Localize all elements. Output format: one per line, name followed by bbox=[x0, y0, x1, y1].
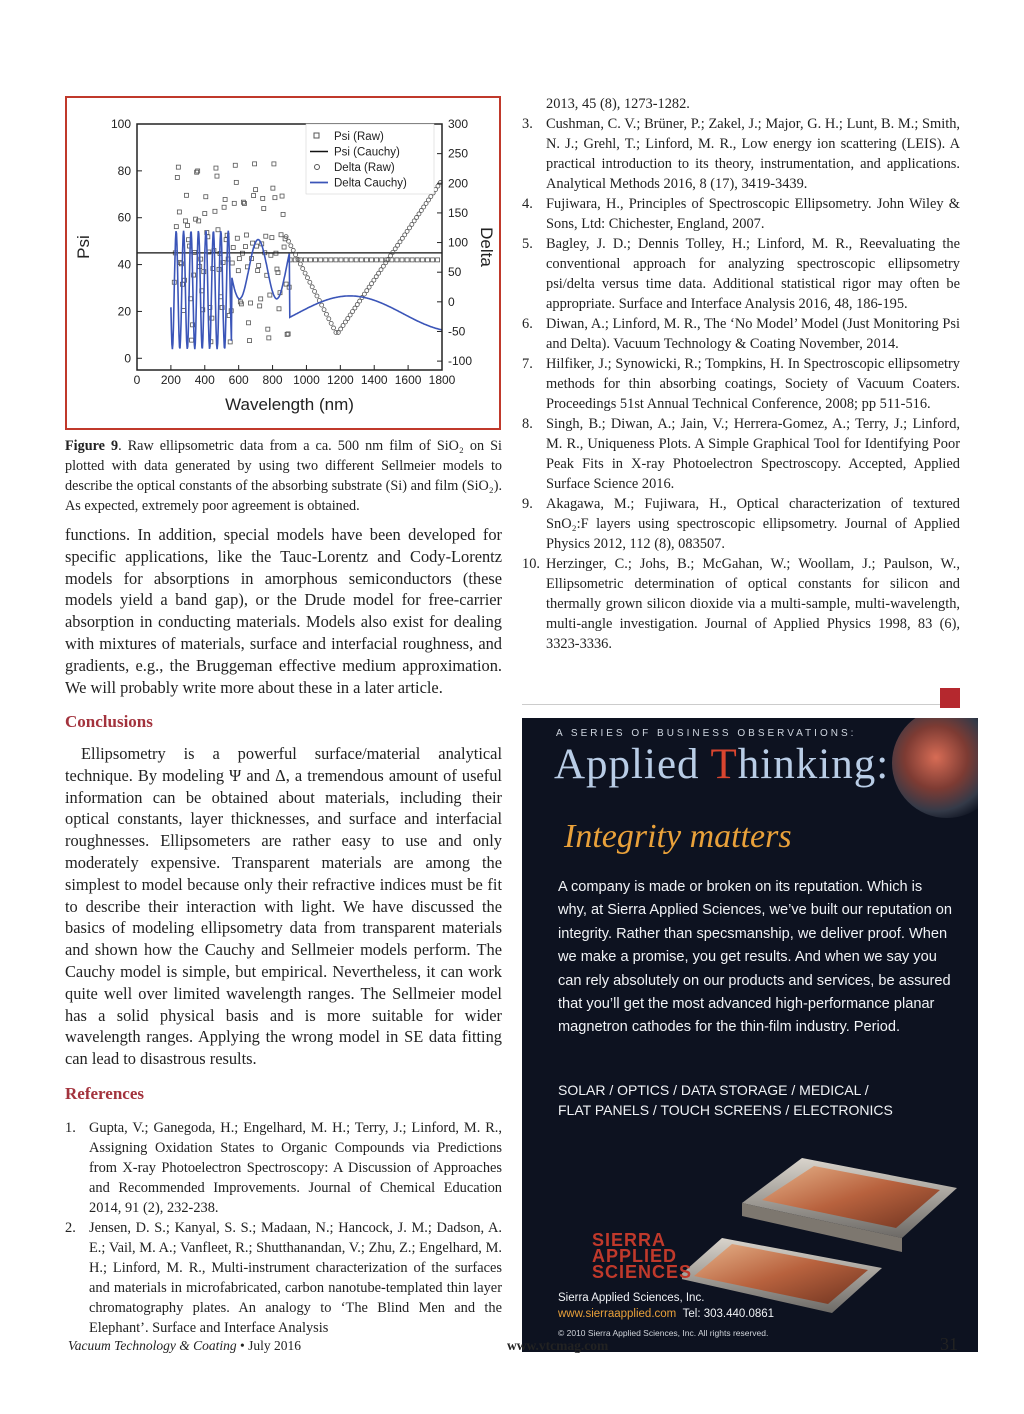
psi-raw-point bbox=[420, 258, 424, 262]
y2-tick-label: 150 bbox=[448, 205, 469, 220]
psi-raw-point bbox=[329, 258, 333, 262]
x-tick-label: 1800 bbox=[428, 373, 456, 387]
psi-raw-point bbox=[258, 304, 262, 308]
legend-label: Psi (Raw) bbox=[334, 131, 384, 143]
psi-raw-point bbox=[177, 210, 181, 214]
x-tick-label: 1600 bbox=[394, 373, 422, 387]
y-tick-label: 0 bbox=[124, 351, 131, 366]
conclusions-heading: Conclusions bbox=[65, 712, 153, 731]
psi-raw-point bbox=[254, 188, 258, 192]
delta-raw-point bbox=[310, 285, 314, 289]
article-end-rule bbox=[522, 704, 940, 705]
psi-raw-point bbox=[303, 258, 307, 262]
psi-raw-point bbox=[270, 236, 274, 240]
psi-raw-point bbox=[222, 205, 226, 209]
psi-raw-point bbox=[380, 258, 384, 262]
y-axis-label: Psi bbox=[74, 235, 93, 259]
psi-raw-point bbox=[267, 336, 271, 340]
sierra-applied-sciences-ad[interactable] bbox=[522, 718, 978, 1352]
psi-raw-point bbox=[257, 263, 261, 267]
delta-raw-point bbox=[313, 289, 317, 293]
x-tick-label: 200 bbox=[160, 373, 181, 387]
psi-raw-point bbox=[235, 236, 239, 240]
x-tick-label: 1000 bbox=[293, 373, 320, 387]
x-axis-label: Wavelength (nm) bbox=[225, 395, 354, 414]
ad-body-text: A company is made or broken on its reputation. Which is why, at Sierra Applied Sciences, we’ve built our reputation on integrity. Rather than specsmanship, we deliver proof. When we make a promise, you get results. And when we say you can rely absolutely on our products and services, be assured that you’ll get the most advanced high-performance planar magnetron cathodes for the thin-film industry. Period. bbox=[558, 879, 952, 1036]
references-heading: References bbox=[65, 1084, 144, 1103]
psi-raw-point bbox=[175, 175, 179, 179]
y2-tick-label: 50 bbox=[448, 265, 462, 280]
psi-raw-point bbox=[309, 258, 313, 262]
psi-raw-point bbox=[216, 228, 220, 232]
delta-raw-point bbox=[291, 248, 295, 252]
psi-raw-point bbox=[405, 258, 409, 262]
psi-raw-point bbox=[183, 219, 187, 223]
psi-raw-point bbox=[354, 258, 358, 262]
reference-item: 8. Singh, B.; Diwan, A.; Jain, V.; Herrera-Gomez, A.; Terry, J.; Linford, M. R., Uniqueness Plots. A Simple Graphical Tool for Identifying Poor Peak Fits in X-ray Photoelectron Spectroscopy. Accepted, Applied Surface Science 2016. bbox=[522, 416, 960, 492]
references-list-left bbox=[65, 1118, 502, 1338]
psi-raw-point bbox=[282, 245, 286, 249]
psi-raw-point bbox=[236, 269, 240, 273]
psi-raw-point bbox=[277, 307, 281, 311]
psi-raw-point bbox=[436, 258, 440, 262]
figure-caption-text: . Raw ellipsometric data from a ca. 500 nm film of SiO₂ on Si plotted with data generated by using two different Sellmeier models to describe the optical constants of the absorbing substrate (Si) and film (SiO₂). As expected, extremely poor agreement is obtained. bbox=[65, 438, 503, 514]
article-end-marker bbox=[940, 688, 960, 708]
psi-raw-point bbox=[233, 163, 237, 167]
y2-tick-label: 200 bbox=[448, 176, 469, 191]
psi-raw-point bbox=[314, 258, 318, 262]
psi-raw-point bbox=[375, 258, 379, 262]
psi-raw-point bbox=[241, 200, 245, 204]
delta-raw-point bbox=[308, 280, 312, 284]
x-tick-label: 600 bbox=[228, 373, 249, 387]
psi-raw-point bbox=[234, 180, 238, 184]
psi-raw-point bbox=[249, 301, 253, 305]
psi-raw-point bbox=[195, 170, 199, 174]
psi-raw-point bbox=[431, 258, 435, 262]
psi-raw-point bbox=[213, 209, 217, 213]
y2-tick-label: -100 bbox=[448, 354, 473, 369]
psi-raw-point bbox=[319, 258, 323, 262]
delta-raw-point bbox=[303, 271, 307, 275]
psi-raw-point bbox=[364, 258, 368, 262]
y2-tick-label: 250 bbox=[448, 146, 469, 161]
figure-label: Figure 9 bbox=[65, 438, 119, 454]
delta-raw-point bbox=[298, 262, 302, 266]
psi-raw-point bbox=[334, 258, 338, 262]
psi-raw-point bbox=[203, 212, 207, 216]
psi-raw-point bbox=[190, 338, 194, 342]
psi-raw-point bbox=[252, 194, 256, 198]
delta-raw-point bbox=[329, 321, 333, 325]
ad-series-label: A SERIES OF BUSINESS OBSERVATIONS: bbox=[556, 728, 857, 739]
reference-item: 5. Bagley, J. D.; Dennis Tolley, H.; Linford, M. R., Reevaluating the conventional approach for analyzing spectroscopic ellipsometry psi/delta versus time data. Additional statistical rigor may often be appropriate. Surface and Interface Analysis 2016, 48, 186-195. bbox=[522, 236, 960, 312]
psi-raw-point bbox=[390, 258, 394, 262]
body-paragraph-1: functions. In addition, special models have been developed for specific applications, like the Tauc-Lorentz and Cody-Lorentz models for absorptions in amorphous semiconductors (these models yield a band gap), or the Drude model for free-carrier absorption in conducting materials. Models also exist for dealing with mixtures of materials, surface and interfacial roughness, and gradients, e.g., the Bruggeman effective medium approximation. We will probably write more about these in a later article. bbox=[65, 525, 502, 697]
legend-label: Delta (Raw) bbox=[334, 162, 395, 174]
page-number: 31 bbox=[940, 1334, 958, 1354]
reference-item: 7. Hilfiker, J.; Synowicki, R.; Tompkins, H. In Spectroscopic ellipsometry methods for thin absorbing coatings, Society of Vacuum Coaters. Proceedings 51st Annual Technical Conference, 2008; pp 511-516. bbox=[522, 356, 960, 412]
psi-raw-point bbox=[264, 234, 268, 238]
psi-raw-point bbox=[214, 166, 218, 170]
reference-item: 4. Fujiwara, H., Principles of Spectroscopic Ellipsometry. John Wiley & Sons, Ltd: Chichester, England, 2007. bbox=[522, 196, 960, 232]
ad-subtitle: Integrity matters bbox=[564, 818, 792, 855]
x-tick-label: 1200 bbox=[326, 373, 354, 387]
psi-raw-point bbox=[324, 258, 328, 262]
reference-item: 1. Gupta, V.; Ganegoda, H.; Engelhard, M. H.; Terry, J.; Linford, M. R., Assigning Oxidation States to Organic Compounds via Predictions from X-ray Photoelectron Spectroscopy: A Discussion of Approaches and Recommended Improvements. Journal of Chemical Education 2014, 91 (2), 232-238. bbox=[65, 1120, 502, 1216]
delta-raw-point bbox=[305, 276, 309, 280]
psi-raw-point bbox=[204, 195, 208, 199]
y-tick-label: 20 bbox=[117, 304, 131, 319]
psi-raw-point bbox=[425, 258, 429, 262]
footer-journal: Vacuum Technology & Coating • July 2016 bbox=[68, 1338, 301, 1353]
delta-raw-point bbox=[327, 317, 331, 321]
y2-tick-label: 300 bbox=[448, 117, 469, 131]
y2-tick-label: 100 bbox=[448, 235, 469, 250]
delta-raw-point bbox=[294, 253, 298, 257]
conclusions-paragraph: Ellipsometry is a powerful surface/material analytical technique. By modeling Ψ and Δ, a tremendous amount of useful information can be obtained about materials, including their optical constants, layer thicknesses, and surface and interfacial roughnesses. Ellipsometers are rather easy to use and only moderately expensive. Transparent materials are among the simplest to model because only their refractive indices must be fit to describe their interaction with light. We have discussed the basics of modeling ellipsometry data from transparent materials and shown how the Cauchy and Sellmeier models perform. The Cauchy model is simple, but empirical. Nevertheless, it can work quite well over limited wavelength ranges. The Sellmeier model has a solid physical basis and is more suitable for wider wavelength ranges. Applying the wrong model in SE data fitting can lead to disastrous results. bbox=[65, 744, 502, 1069]
delta-raw-point bbox=[301, 267, 305, 271]
psi-raw-point bbox=[281, 212, 285, 216]
psi-raw-point bbox=[344, 258, 348, 262]
psi-raw-point bbox=[244, 233, 248, 237]
psi-raw-point bbox=[271, 186, 275, 190]
y-tick-label: 40 bbox=[117, 257, 131, 272]
psi-raw-point bbox=[395, 258, 399, 262]
psi-raw-point bbox=[215, 174, 219, 178]
psi-raw-point bbox=[370, 258, 374, 262]
psi-raw-point bbox=[410, 258, 414, 262]
delta-raw-point bbox=[320, 303, 324, 307]
x-tick-label: 800 bbox=[262, 373, 283, 387]
psi-raw-point bbox=[272, 162, 276, 166]
sierra-logo: SIERRA APPLIED SCIENCES bbox=[592, 1230, 693, 1282]
legend-label: Psi (Cauchy) bbox=[334, 146, 400, 159]
psi-raw-point bbox=[196, 169, 200, 173]
y-tick-label: 100 bbox=[110, 117, 131, 131]
psi-raw-point bbox=[184, 193, 188, 197]
psi-raw-point bbox=[400, 258, 404, 262]
footer-website[interactable]: www.vtcmag.com bbox=[507, 1338, 609, 1353]
reference-item: 9. Akagawa, M.; Fujiwara, H., Optical characterization of textured SnO₂:F layers using spectroscopic ellipsometry. Journal of Applied Physics 2012, 112 (8), 083507. bbox=[522, 496, 960, 552]
psi-raw-point bbox=[174, 225, 178, 229]
delta-raw-point bbox=[315, 294, 319, 298]
psi-raw-point bbox=[243, 245, 247, 249]
x-tick-label: 0 bbox=[133, 373, 141, 387]
psi-raw-point bbox=[230, 261, 234, 265]
y-tick-label: 80 bbox=[117, 163, 131, 178]
figure-9-frame bbox=[65, 96, 501, 430]
ad-markets: SOLAR / OPTICS / DATA STORAGE / MEDICAL / FLAT PANELS / TOUCH SCREENS / ELECTRONICS bbox=[558, 1082, 893, 1118]
psi-raw-point bbox=[232, 201, 236, 205]
psi-raw-point bbox=[246, 321, 250, 325]
reference-item: 3. Cushman, C. V.; Brüner, P.; Zakel, J.; Major, G. H.; Lunt, B. M.; Smith, N. J.; Grehl, T.; Linford, M. R., Low energy ion scattering (LEIS). A practical introduction to its theory, instrumentation, and applications. Analytical Methods 2016, 8 (17), 3419-3439. bbox=[522, 116, 960, 192]
reference-item: 2. Jensen, D. S.; Kanyal, S. S.; Madaan, N.; Hancock, J. M.; Dadson, A. E.; Vail, M. A.; Vanfleet, R.; Shutthanandan, V.; Zhu, Z.; Engelhard, M. H.; Linford, M. R., Multi-instrument characterization of the surfaces and materials in microfabricated, carbon nanotube-templated thin layer chromatography plates. An analogy to ‘The Blind Men and the Elephant’. Surface and Interface Analysis bbox=[65, 1220, 502, 1336]
reference-continuation: 2013, 45 (8), 1273-1282. bbox=[546, 96, 690, 112]
psi-raw-point bbox=[242, 201, 246, 205]
reference-item: 6. Diwan, A.; Linford, M. R., The ‘No Model’ Model (Just Monitoring Psi and Delta). Vacuum Technology & Coating November, 2014. bbox=[522, 316, 960, 352]
psi-raw-point bbox=[223, 197, 227, 201]
legend-label: Delta Cauchy) bbox=[334, 177, 407, 190]
delta-raw-point bbox=[322, 308, 326, 312]
psi-raw-point bbox=[259, 297, 263, 301]
ad-website-link[interactable]: www.sierraapplied.com bbox=[558, 1308, 677, 1320]
psi-raw-point bbox=[273, 196, 277, 200]
psi-raw-point bbox=[262, 206, 266, 210]
figure-caption bbox=[65, 436, 502, 516]
psi-raw-point bbox=[185, 223, 189, 227]
ad-copyright: © 2010 Sierra Applied Sciences, Inc. All rights reserved. bbox=[558, 1328, 769, 1338]
psi-raw-point bbox=[279, 233, 283, 237]
x-tick-label: 1400 bbox=[360, 373, 388, 387]
psi-raw-point bbox=[349, 258, 353, 262]
reference-item: 10. Herzinger, C.; Johs, B.; McGahan, W.; Woollam, J.; Paulson, W., Ellipsometric determination of optical constants for silicon and thermally grown silicon dioxide via a multi-sample, multi-wavelength, multi-angle investigation. Journal of Applied Physics 1998, 83 (6), 3323-3336. bbox=[522, 556, 960, 652]
ad-company-info: Sierra Applied Sciences, Inc. www.sierraapplied.com Tel: 303.440.0861 bbox=[558, 1292, 775, 1320]
psi-raw-point bbox=[359, 258, 363, 262]
cathode-lens-image bbox=[892, 718, 978, 818]
psi-raw-point bbox=[237, 257, 241, 261]
y2-tick-label: -50 bbox=[448, 324, 466, 339]
psi-raw-point bbox=[339, 258, 343, 262]
delta-raw-point bbox=[289, 244, 293, 248]
psi-raw-point bbox=[280, 194, 284, 198]
y2-axis-label: Delta bbox=[477, 227, 496, 267]
psi-raw-point bbox=[256, 269, 260, 273]
psi-raw-point bbox=[248, 339, 252, 343]
psi-raw-point bbox=[415, 258, 419, 262]
psi-raw-point bbox=[268, 293, 272, 297]
ad-title: Applied Thinking: bbox=[554, 741, 890, 788]
psi-raw-point bbox=[266, 327, 270, 331]
x-tick-label: 400 bbox=[194, 373, 215, 387]
y2-tick-label: 0 bbox=[448, 294, 455, 309]
psi-raw-point bbox=[231, 245, 235, 249]
psi-raw-point bbox=[261, 196, 265, 200]
ellipsometry-chart bbox=[67, 98, 499, 428]
delta-raw-point bbox=[324, 312, 328, 316]
references-list-right bbox=[522, 94, 960, 654]
psi-raw-point bbox=[176, 165, 180, 169]
delta-raw-point bbox=[332, 326, 336, 330]
psi-raw-point bbox=[269, 253, 273, 257]
psi-raw-point bbox=[253, 162, 257, 166]
y-tick-label: 60 bbox=[117, 210, 131, 225]
